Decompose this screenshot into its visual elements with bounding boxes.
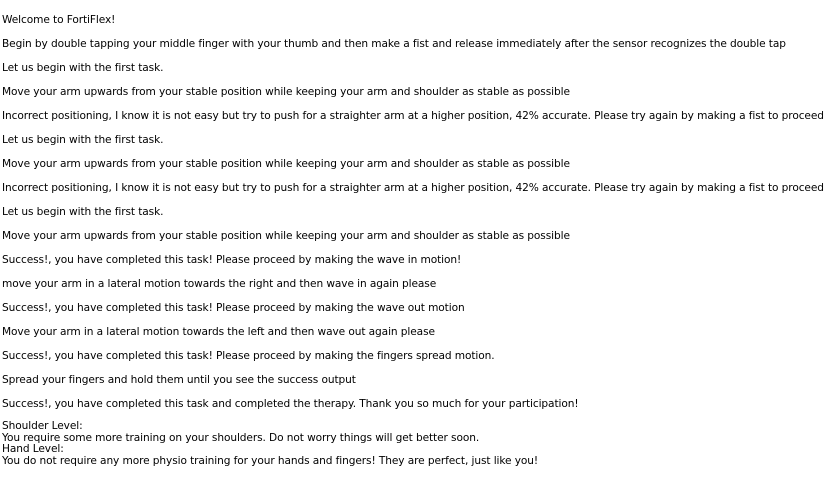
log-message: Success!, you have completed this task! Please proceed by making the wave in motion! [2, 254, 462, 266]
log-message: Success!, you have completed this task! Please proceed by making the fingers spread motion. [2, 350, 495, 362]
hand-level-heading: Hand Level: [2, 443, 64, 455]
log-message: Incorrect positioning, I know it is not easy but try to push for a straighter arm at a higher position, 42% accurate. Please try again by making a fist to proceed [2, 110, 824, 122]
log-message: Move your arm in a lateral motion towards the left and then wave out again please [2, 326, 435, 338]
log-message: move your arm in a lateral motion towards the right and then wave in again please [2, 278, 437, 290]
log-message: Move your arm upwards from your stable position while keeping your arm and shoulder as stable as possible [2, 158, 570, 170]
log-message: Begin by double tapping your middle finger with your thumb and then make a fist and release immediately after the sensor recognizes the double tap [2, 38, 786, 50]
log-message: Move your arm upwards from your stable position while keeping your arm and shoulder as stable as possible [2, 86, 570, 98]
log-message: Move your arm upwards from your stable position while keeping your arm and shoulder as stable as possible [2, 230, 570, 242]
log-message: Success!, you have completed this task! Please proceed by making the wave out motion [2, 302, 465, 314]
shoulder-level-heading: Shoulder Level: [2, 420, 83, 432]
log-message: Welcome to FortiFlex! [2, 14, 116, 26]
therapy-summary [2, 421, 695, 467]
log-message: Let us begin with the first task. [2, 206, 164, 218]
shoulder-level-text: You require some more training on your shoulders. Do not worry things will get better soon. [2, 431, 480, 444]
log-message: Let us begin with the first task. [2, 62, 164, 74]
log-message: Let us begin with the first task. [2, 134, 164, 146]
log-message: Success!, you have completed this task and completed the therapy. Thank you so much for your participation! [2, 398, 579, 410]
log-message: Incorrect positioning, I know it is not easy but try to push for a straighter arm at a higher position, 42% accurate. Please try again by making a fist to proceed [2, 182, 824, 194]
console-log [2, 14, 824, 422]
log-message: Spread your fingers and hold them until you see the success output [2, 374, 356, 386]
hand-level-text: You do not require any more physio training for your hands and fingers! They are perfect, just like you! [2, 454, 539, 467]
